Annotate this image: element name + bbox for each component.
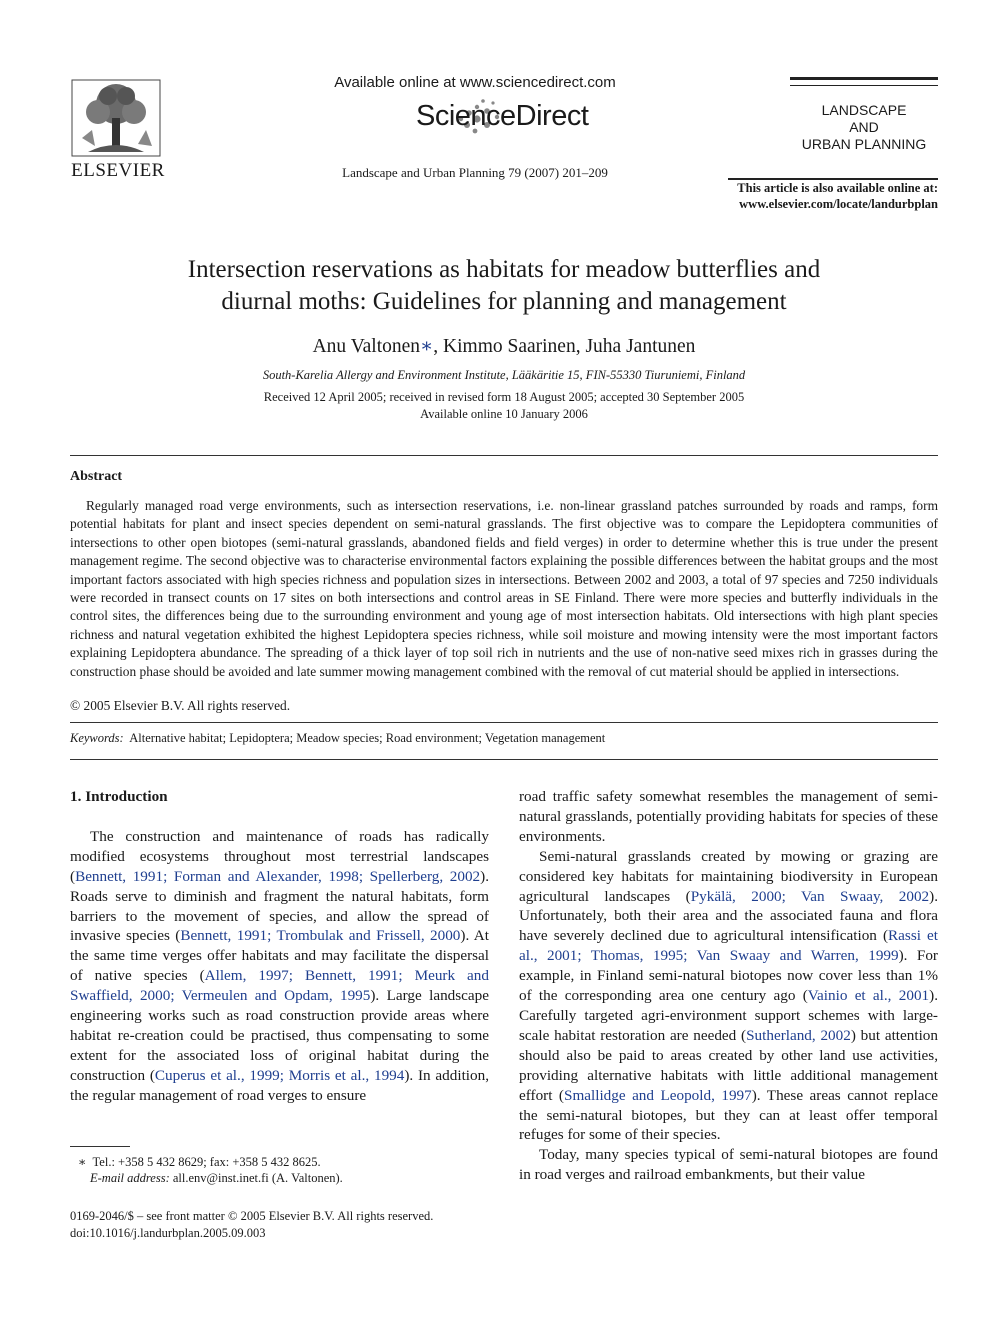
- citation-link[interactable]: Smallidge and Leopold, 1997: [564, 1086, 752, 1104]
- journal-name: [790, 102, 938, 153]
- journal-name-line: URBAN PLANNING: [801, 136, 927, 152]
- journal-name-line: AND: [849, 119, 879, 135]
- paragraph: Today, many species typical of semi-natural biotopes are found in road verges and railroad embankments, but their value: [519, 1146, 938, 1184]
- keywords-label: Keywords:: [70, 731, 124, 745]
- title-line: diurnal moths: Guidelines for planning and management: [221, 288, 787, 315]
- text-run: ). Unfortunately, both their area and the associated fauna and flora have severely declined due to agricultural intensification (: [519, 887, 939, 945]
- text-run: ). Roads serve to diminish and fragment the natural habitats, form barriers to the movement of species, and allow the spread of invasive species (: [70, 867, 489, 945]
- section-divider: [70, 759, 938, 760]
- title-line: Intersection reservations as habitats for meadow butterflies and: [187, 256, 821, 283]
- citation-link[interactable]: Bennett, 1991; Forman and Alexander, 1998; Spellerberg, 2002: [75, 867, 481, 885]
- doi-line[interactable]: doi:10.1016/j.landurbplan.2005.09.003: [70, 1226, 266, 1240]
- keywords-list: Alternative habitat; Lepidoptera; Meadow species; Road environment; Vegetation management: [129, 731, 606, 745]
- text-run: Semi-natural grasslands created by mowing or grazing are considered key habitats for maintaining biodiversity in European agricultural landscapes (: [519, 847, 938, 905]
- left-column: [70, 787, 489, 1106]
- section-heading: 1. Introduction: [70, 788, 168, 805]
- citation-link[interactable]: Pykälä, 2000; Van Swaay, 2002: [690, 887, 930, 905]
- author-names: , Kimmo Saarinen, Juha Jantunen: [433, 336, 696, 357]
- journal-name-line: LANDSCAPE: [821, 102, 907, 118]
- section-divider: [70, 722, 938, 723]
- keywords: [70, 731, 605, 746]
- text-run: ). These areas cannot replace the semi-natural biotopes, but they can at least offer temporal refuges for some of their species.: [519, 1086, 938, 1144]
- publisher-name: ELSEVIER: [71, 160, 165, 181]
- history-dates: Received 12 April 2005; received in revised form 18 August 2005; accepted 30 September 2005: [263, 390, 745, 404]
- header-rule: [790, 77, 938, 80]
- footnote-contact: [78, 1154, 343, 1170]
- corresponding-author-marker[interactable]: ∗: [420, 336, 434, 357]
- author-list: [100, 334, 908, 358]
- citation-link[interactable]: Bennett, 1991; Trombulak and Frissell, 2000: [180, 927, 461, 945]
- text-run: ). In addition, the regular management of road verges to ensure: [70, 1066, 489, 1104]
- section-divider: [70, 455, 938, 456]
- paragraph: [70, 827, 489, 1106]
- online-note-line: This article is also available online at:: [737, 181, 938, 195]
- citation-link[interactable]: Rassi et al., 2001; Thomas, 1995; Van Swaay and Warren, 1999: [519, 927, 939, 965]
- footnote: [78, 1154, 343, 1186]
- front-matter: [70, 1208, 433, 1242]
- text-run: ). Carefully targeted agri-environment support schemes with large-scale habitat restoration are needed (: [519, 987, 938, 1044]
- text-run: The construction and maintenance of roads has radically modified ecosystems throughout most terrestrial landscapes (: [70, 827, 489, 885]
- email-address[interactable]: all.env@inst.inet.fi (A. Valtonen).: [172, 1171, 343, 1185]
- footnote-marker: ∗: [78, 1155, 87, 1169]
- footnote-email: [78, 1170, 343, 1186]
- online-date: Available online 10 January 2006: [420, 407, 588, 421]
- phone-fax: Tel.: +358 5 432 8629; fax: +358 5 432 8625.: [92, 1155, 321, 1169]
- email-label: E-mail address:: [90, 1171, 170, 1185]
- article-history: [100, 389, 908, 423]
- issn-line: 0169-2046/$ – see front matter © 2005 Elsevier B.V. All rights reserved.: [70, 1209, 434, 1223]
- journal-citation: Landscape and Urban Planning 79 (2007) 201–209: [342, 165, 608, 180]
- paper-title: [80, 254, 928, 318]
- citation-link[interactable]: Allem, 1997; Bennett, 1991; Meurk and Swaffield, 2000; Vermeulen and Opdam, 1995: [70, 967, 489, 1005]
- paragraph: [519, 847, 938, 1146]
- abstract-body: [70, 497, 938, 681]
- text-run: ). At the same time verges offer habitats and may facilitate the dispersal of native species (: [70, 927, 489, 985]
- available-online-text: Available online at www.sciencedirect.com: [334, 74, 616, 91]
- footnote-rule: [70, 1146, 130, 1147]
- sciencedirect-wordmark: ScienceDirect: [416, 100, 589, 132]
- journal-url[interactable]: www.elsevier.com/locate/landurbplan: [739, 197, 938, 211]
- citation-link[interactable]: Vainio et al., 2001: [807, 987, 930, 1005]
- abstract-heading: Abstract: [70, 469, 123, 484]
- text-run: ). For example, in Finland semi-natural biotopes now cover less than 1% of the corresponding area one century ago (: [519, 947, 938, 1005]
- right-column: [519, 787, 938, 1185]
- citation-link[interactable]: Cuperus et al., 1999; Morris et al., 1994: [154, 1066, 405, 1084]
- paragraph: road traffic safety somewhat resembles the management of semi-natural grasslands, potentially providing habitats for species of these environments.: [519, 788, 938, 845]
- author-name: Anu Valtonen: [312, 336, 421, 357]
- online-note: [690, 180, 938, 212]
- copyright-line: © 2005 Elsevier B.V. All rights reserved.: [70, 698, 291, 713]
- citation-link[interactable]: Sutherland, 2002: [746, 1026, 851, 1044]
- abstract-text: Regularly managed road verge environments, such as intersection reservations, i.e. non-linear grassland patches surrounded by roads and ramps, form potential habitats for plant and insect species dependent on semi-natural grasslands. The first objective was to compare the Lepidoptera communities of intersections to other open biotopes (semi-natural grasslands, abandoned fields and field verges) in order to determine whether this is true under the present management regime. The second objective was to characterise environmental factors explaining the possible differences between the habitat groups and the most important factors associated with high species richness and population sizes in intersections. Between 2002 and 2003, a total of 97 species and 7250 individuals were recorded in transect counts on 17 sites on both intersections and control areas in SE Finland. There were more species and butterfly individuals in the control sites, the differences being due to the surrounding environment and young age of most intersection habitats. Old intersections with high plant species richness and natural vegetation exhibited the highest Lepidoptera species richness, while soil moisture and mowing intensity were the most important factors explaining Lepidoptera abundance. The spreading of a thick layer of top soil rich in nutrients and the use of non-native seed mixes rich in grasses during the construction phase should be avoided and late summer mowing management combined with the removal of cut material should be applied in intersections.: [70, 498, 938, 679]
- text-run: ) but attention should also be paid to areas created by other land use activities, providing alternative habitats with little additional management effort (: [519, 1026, 938, 1104]
- header-rule: [790, 85, 938, 86]
- text-run: ). Large landscape engineering works such as road construction provide areas where habitat re-creation could be practised, thus compensating to some extent for the associated loss of original habitat during the construction (: [70, 987, 489, 1084]
- affiliation: South-Karelia Allergy and Environment Institute, Lääkäritie 15, FIN-55330 Tiuruniemi, Finland: [262, 368, 746, 382]
